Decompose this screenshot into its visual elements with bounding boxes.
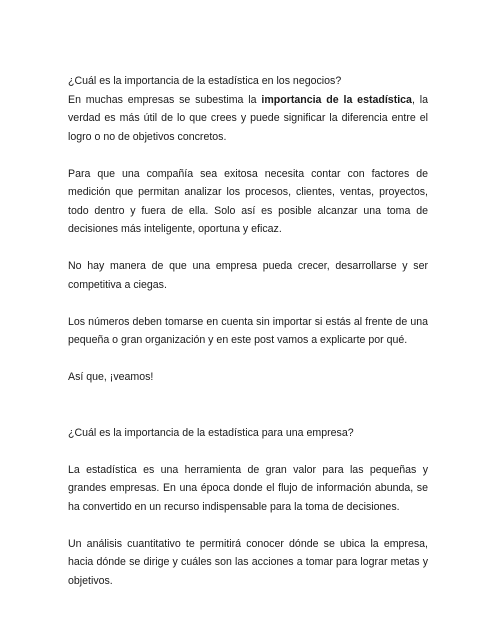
paragraph-quantitative-analysis: Un análisis cuantitativo te permitirá conocer dónde se ubica la empresa, hacia dónde se dirige y cuáles son las acciones a tomar para lograr metas y objetivos. [68,537,428,587]
paragraph-measurement: Para que una compañía sea exitosa necesita contar con factores de medición que permitan analizar los procesos, clientes, ventas, proyectos, todo dentro y fuera de ella. Solo así es posible alcanzar una toma de decisiones más inteligente, oportuna y eficaz. [68,167,428,235]
spacer [68,239,428,258]
spacer [68,146,428,165]
spacer [68,350,428,369]
paragraph-intro-end: , la verdad es más útil de lo que crees y puede significar la diferencia entre el logro o no de objetivos concretos. [68,93,428,143]
paragraph-intro [68,91,428,147]
spacer [68,294,428,313]
document-page [68,72,428,590]
spacer [68,442,428,461]
paragraph-intro-start: En muchas empresas se subestima la [68,93,262,106]
heading-importance-business: ¿Cuál es la importancia de la estadística en los negocios? [68,75,342,87]
heading-importance-company: ¿Cuál es la importancia de la estadística para una empresa? [68,426,354,439]
paragraph-growth: No hay manera de que una empresa pueda crecer, desarrollarse y ser competitiva a ciegas. [68,260,428,291]
paragraph-numbers: Los números deben tomarse en cuenta sin importar si estás al frente de una pequeña o gran organización y en este post vamos a explicarte por qué. [68,315,428,346]
paragraph-tool-value: La estadística es una herramienta de gran valor para las pequeñas y grandes empresas. En una época donde el flujo de información abunda, se ha convertido en un recurso indispensable para la toma de decisiones. [68,463,428,513]
bold-phrase: importancia de la estadística [261,93,412,106]
spacer [68,516,428,535]
paragraph-lets-see: Así que, ¡veamos! [68,371,154,383]
spacer [68,387,428,424]
